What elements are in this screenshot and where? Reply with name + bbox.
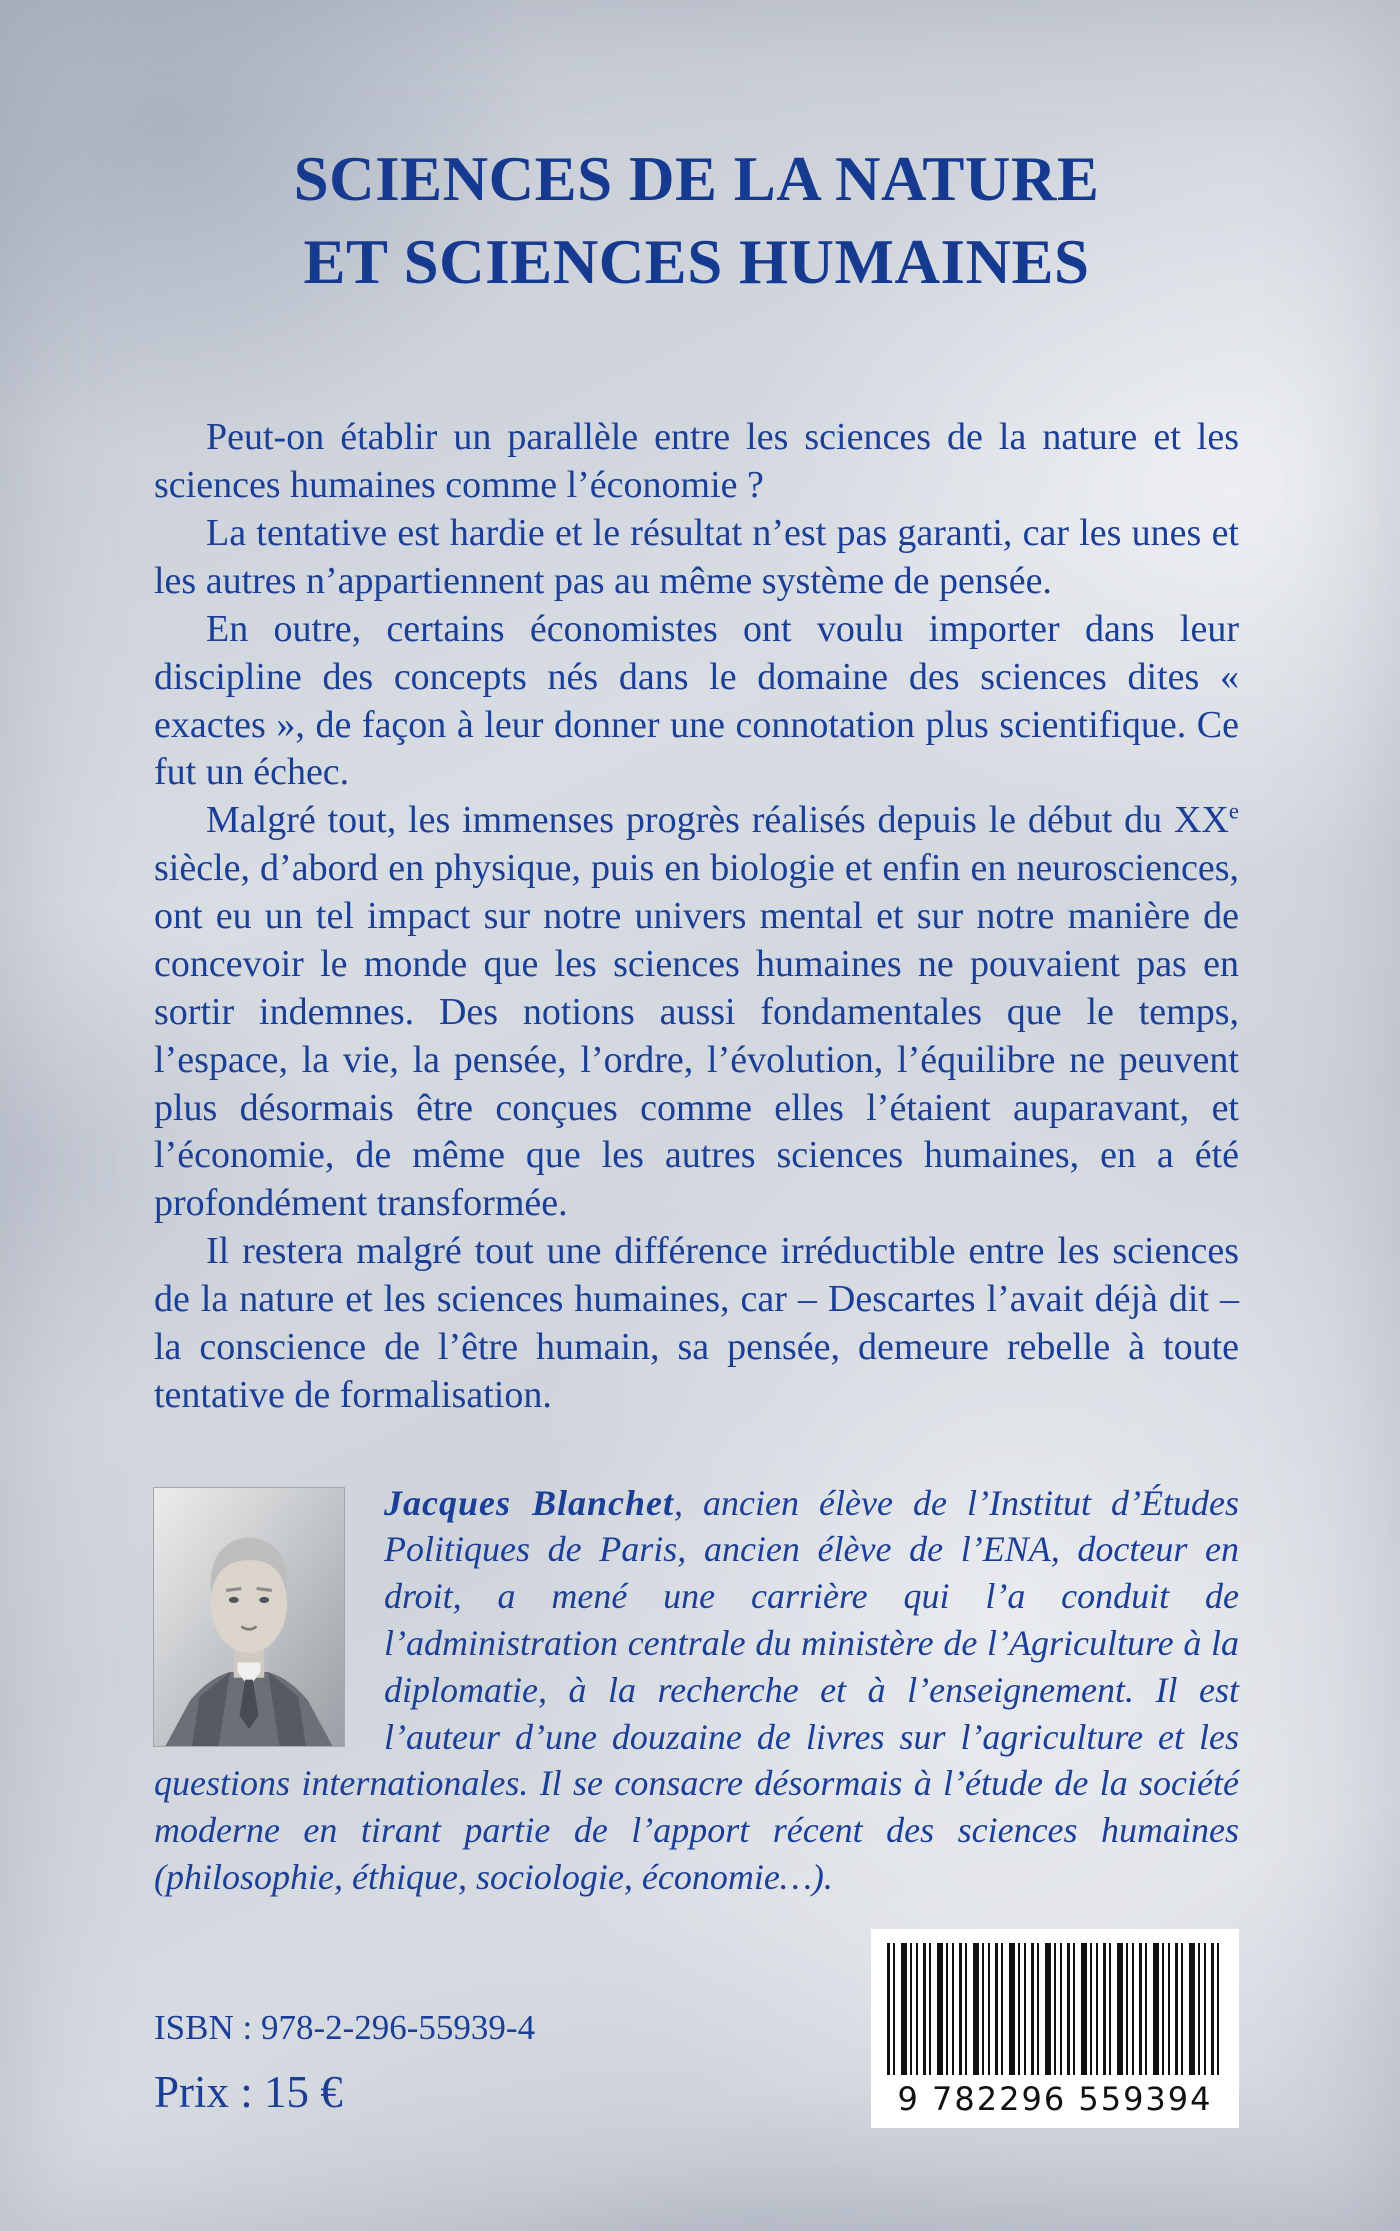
synopsis-paragraph-2: La tentative est hardie et le résultat n’est pas garanti, car les unes et les autres n’appartiennent pas au même système de pensée. xyxy=(154,512,1239,602)
author-name: Jacques Blanchet xyxy=(384,1482,675,1523)
price: Prix : 15 € xyxy=(154,2066,343,2117)
barcode xyxy=(871,1929,1239,2128)
synopsis-paragraph-1: Peut-on établir un parallèle entre les sciences de la nature et les sciences humaines comme l’économie ? xyxy=(154,416,1239,507)
barcode-number: 9 782296 559394 xyxy=(897,2079,1213,2118)
isbn-price-block xyxy=(154,2008,535,2128)
barcode-bars xyxy=(887,1943,1223,2075)
portrait-illustration xyxy=(154,1488,344,1746)
footer xyxy=(154,1929,1239,2128)
book-title xyxy=(154,138,1239,304)
synopsis-paragraph-3: En outre, certains économistes ont voulu importer dans leur discipline des concepts nés dans le domaine des sciences dites « exactes », de façon à leur donner une connotation plus scientifique. Ce fut un échec. xyxy=(154,607,1239,794)
synopsis xyxy=(154,414,1239,1419)
synopsis-paragraph-5: Il restera malgré tout une différence irréductible entre les sciences de la nature et les sciences humaines, car – Descartes l’avait déjà dit – la conscience de l’être humain, sa pensée, demeure rebelle à toute tentative de formalisation. xyxy=(154,1230,1239,1416)
title-line-2: ET SCIENCES HUMAINES xyxy=(303,227,1090,298)
author-bio-text: Jacques Blanchet, ancien élève de l’Institut d’Études Politiques de Paris, ancien élève de l’ENA, docteur en droit, a mené une carrière qui l’a conduit de l’administration centrale du ministère de l’Agriculture à la diplomatie, à la recherche et à l’enseignement. Il est l’auteur d’une douzaine de livres sur l’agriculture et les questions internationales. Il se consacre désormais à l’étude de la société moderne en tirant partie de l’apport récent des sciences humaines (philosophie, éthique, sociologie, économie…). xyxy=(154,1482,1239,1898)
title-line-1: SCIENCES DE LA NATURE xyxy=(293,144,1100,214)
author-section xyxy=(154,1480,1239,1901)
isbn: ISBN : 978-2-296-55939-4 xyxy=(154,2007,536,2047)
superscript-e: e xyxy=(1228,798,1239,824)
synopsis-paragraph-4: Malgré tout, les immenses progrès réalisés depuis le début du XXe siècle, d’abord en physique, puis en biologie et enfin en neurosciences, ont eu un tel impact sur notre univers mental et sur notre manière de concevoir le monde que les sciences humaines ne pouvaient pas en sortir indemnes. Des notions aussi fondamentales que le temps, l’espace, la vie, la pensée, l’ordre, l’évolution, l’équilibre ne peuvent plus désormais être conçues comme elles l’étaient auparavant, et l’économie, de même que les autres sciences humaines, en a été profondément transformée. xyxy=(154,798,1239,1225)
author-photo xyxy=(154,1488,344,1746)
